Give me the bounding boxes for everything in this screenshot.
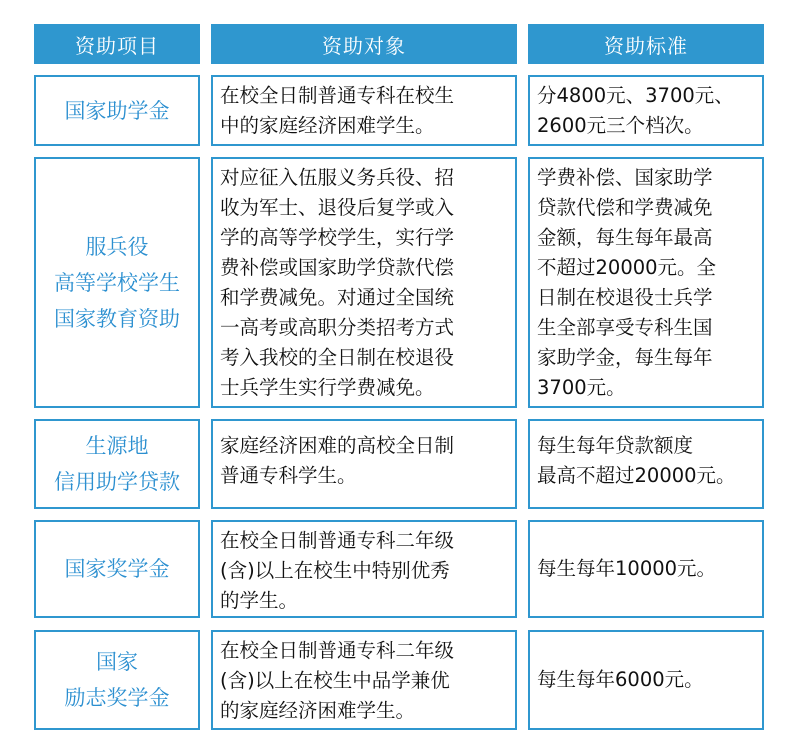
text-line: 的学生。 [220, 589, 299, 612]
header-standard: 资助标准 [528, 24, 764, 64]
project-line: 国家 [96, 650, 138, 674]
text-line: 收为军士、退役后复学或入 [220, 196, 455, 219]
text-line: 家助学金，每生每年 [537, 346, 713, 369]
standard-cell [528, 419, 764, 509]
target-cell [211, 520, 517, 618]
text-line: 每生每年6000元。 [537, 668, 704, 691]
standard-cell [528, 157, 764, 408]
target-cell [211, 75, 517, 146]
text-line: (含)以上在校生中特别优秀 [220, 559, 450, 582]
text-line: 最高不超过20000元。 [537, 464, 736, 487]
header-project: 资助项目 [34, 24, 200, 64]
text-line: 家庭经济困难的高校全日制 [220, 434, 455, 457]
project-cell [34, 75, 200, 146]
target-cell [211, 630, 517, 730]
project-cell [34, 520, 200, 618]
project-line: 励志奖学金 [64, 686, 170, 710]
text-line: 在校全日制普通专科二年级 [220, 639, 455, 662]
target-cell [211, 419, 517, 509]
text-line: 士兵学生实行学费减免。 [220, 376, 435, 399]
project-line: 国家助学金 [64, 98, 170, 123]
text-line: 分4800元、3700元、 [537, 84, 734, 107]
standard-cell [528, 520, 764, 618]
text-line: 一高考或高职分类招考方式 [220, 316, 455, 339]
text-line: 在校全日制普通专科二年级 [220, 529, 455, 552]
text-line: 3700元。 [537, 376, 626, 399]
text-line: 在校全日制普通专科在校生 [220, 84, 455, 107]
project-line: 生源地 [85, 434, 149, 458]
project-line: 服兵役 [85, 234, 149, 259]
project-line: 国家教育资助 [54, 306, 180, 331]
project-line: 信用助学贷款 [54, 470, 180, 494]
text-line: 2600元三个档次。 [537, 114, 704, 137]
project-cell [34, 630, 200, 730]
text-line: 学的高等学校学生，实行学 [220, 226, 455, 249]
text-line: 金额，每生每年最高 [537, 226, 713, 249]
text-line: 的家庭经济困难学生。 [220, 699, 416, 722]
text-line: 和学费减免。对通过全国统 [220, 286, 455, 309]
target-cell [211, 157, 517, 408]
project-line: 国家奖学金 [64, 557, 170, 581]
standard-cell [528, 630, 764, 730]
project-cell [34, 419, 200, 509]
text-line: 日制在校退役士兵学 [537, 286, 713, 309]
text-line: 考入我校的全日制在校退役 [220, 346, 455, 369]
text-line: 普通专科学生。 [220, 464, 357, 487]
text-line: 对应征入伍服义务兵役、招 [220, 166, 455, 189]
text-line: 每生每年10000元。 [537, 557, 717, 580]
text-line: 学费补偿、国家助学 [537, 166, 713, 189]
text-line: 生全部享受专科生国 [537, 316, 713, 339]
text-line: (含)以上在校生中品学兼优 [220, 669, 450, 692]
project-line: 高等学校学生 [54, 270, 180, 295]
text-line: 不超过20000元。全 [537, 256, 717, 279]
standard-cell [528, 75, 764, 146]
header-target: 资助对象 [211, 24, 517, 64]
project-cell [34, 157, 200, 408]
text-line: 每生每年贷款额度 [537, 434, 694, 457]
text-line: 贷款代偿和学费减免 [537, 196, 713, 219]
text-line: 费补偿或国家助学贷款代偿 [220, 256, 455, 279]
text-line: 中的家庭经济困难学生。 [220, 114, 435, 137]
